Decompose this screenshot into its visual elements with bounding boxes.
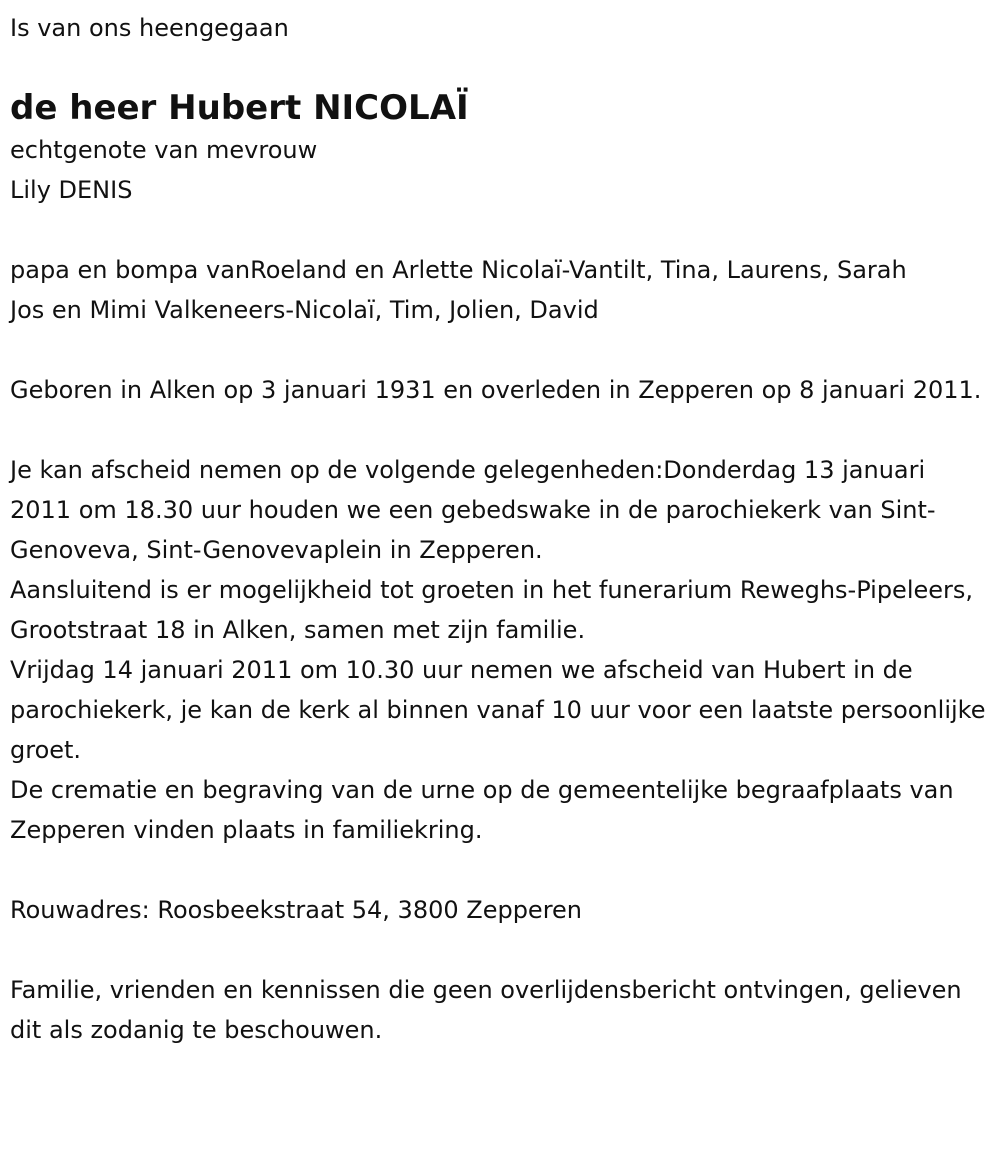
- children-line-1: papa en bompa vanRoeland en Arlette Nicolaï-Vantilt, Tina, Laurens, Sarah: [10, 256, 907, 284]
- farewell-paragraph-2: Aansluitend is er mogelijkheid tot groeten in het funerarium Reweghs-Pipeleers, Grootstraat 18 in Alken, samen met zijn familie.: [10, 576, 981, 644]
- intro-text: Is van ons heengegaan: [10, 14, 289, 42]
- deceased-name: de heer Hubert NICOLAÏ: [10, 88, 469, 128]
- spacer: [10, 930, 990, 970]
- address-text: Rouwadres: Roosbeekstraat 54, 3800 Zepperen: [10, 896, 583, 924]
- spouse-label: echtgenote van mevrouw: [10, 136, 318, 164]
- farewell-paragraph-1: Je kan afscheid nemen op de volgende gelegenheden:Donderdag 13 januari 2011 om 18.30 uur houden we een gebedswake in de parochiekerk van Sint-Genoveva, Sint-Genovevaplein in Zepperen.: [10, 456, 936, 564]
- farewell-paragraph-3: Vrijdag 14 januari 2011 om 10.30 uur nemen we afscheid van Hubert in de parochiekerk, je kan de kerk al binnen vanaf 10 uur voor een laatste persoonlijke groet.: [10, 656, 994, 764]
- spacer: [10, 330, 990, 370]
- spacer: [10, 210, 990, 250]
- children-line-2: Jos en Mimi Valkeneers-Nicolaï, Tim, Jolien, David: [10, 296, 599, 324]
- birth-death-text: Geboren in Alken op 3 januari 1931 en overleden in Zepperen op 8 januari 2011.: [10, 376, 982, 404]
- spacer: [10, 410, 990, 450]
- spouse-name: Lily DENIS: [10, 176, 133, 204]
- farewell-paragraph-4: De crematie en begraving van de urne op de gemeentelijke begraafplaats van Zepperen vinden plaats in familiekring.: [10, 776, 962, 844]
- closing-text: Familie, vrienden en kennissen die geen overlijdensbericht ontvingen, gelieven dit als zodanig te beschouwen.: [10, 976, 970, 1044]
- spacer: [10, 850, 990, 890]
